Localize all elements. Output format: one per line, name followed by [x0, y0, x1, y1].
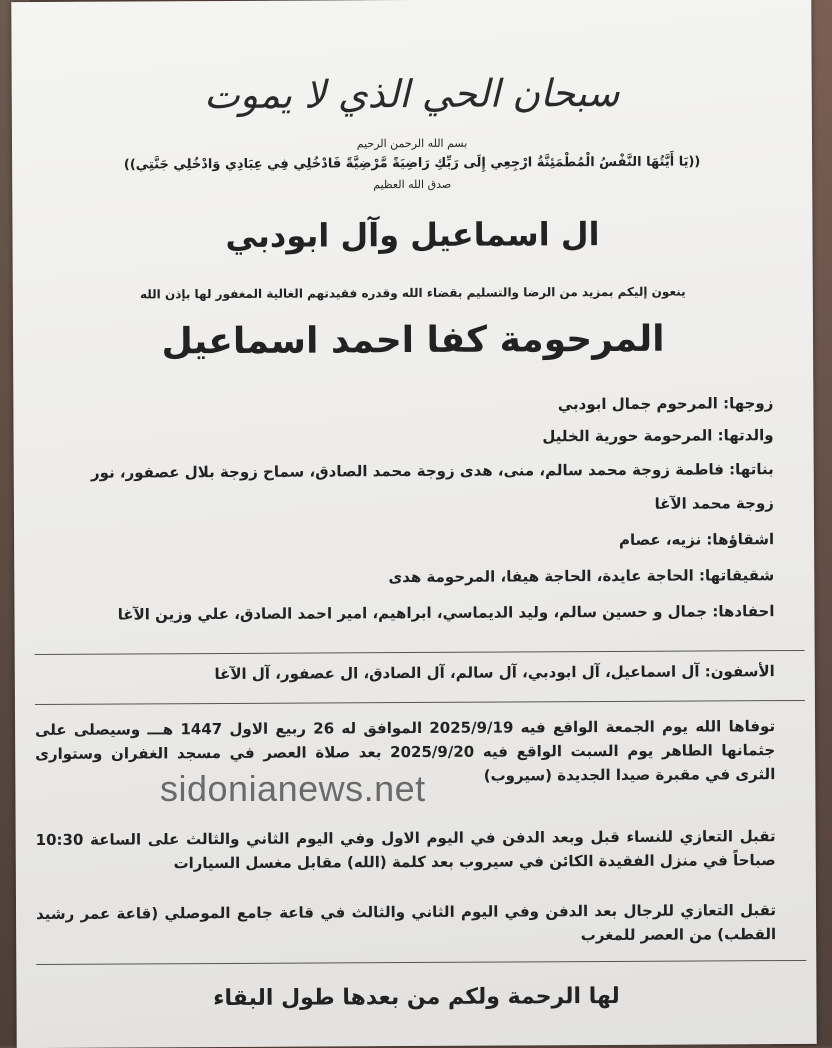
divider — [36, 960, 806, 965]
men-condolences-paragraph: تقبل التعازي للرجال بعد الدفن وفي اليوم الثاني والثالث في قاعة جامع الموصلي (قاعة عمر رشيد القطب) من العصر للمغرب — [35, 901, 777, 945]
mourners-line: الأسفون: آل اسماعيل، آل ابودبي، آل سالم، آل الصادق، ال عصفور، آل الآغا — [214, 662, 775, 684]
header-calligraphy: سبحان الحي الذي لا يموت — [203, 70, 620, 118]
bismillah: بسم الله الرحمن الرحيم — [356, 136, 468, 151]
grandchildren-line: احفادها: جمال و حسين سالم، وليد الديماسي، ابراهيم، امير احمد الصادق، علي وزين الآغا — [117, 602, 775, 624]
divider — [35, 650, 805, 655]
families-title: ال اسماعيل وآل ابودبي — [225, 215, 600, 255]
mother-line: والدتها: المرحومة حورية الخليل — [542, 426, 774, 446]
obituary-paper — [11, 0, 816, 1048]
women-condolences-paragraph: تقبل التعازي للنساء قبل وبعد الدفن في اليوم الاول وفي اليوم الثاني والثالث على الساعة 10:30 صباحاً في منزل الفقيدة الكائن في سيروب بعد كلمة (الله) مقابل مغسل السيارات — [35, 827, 776, 873]
brothers-line: اشقاؤها: نزيه، عصام — [618, 530, 775, 549]
watermark: sidonianews.net — [160, 768, 426, 809]
quran-verse: ((يَا أَيَّتُهَا النَّفْسُ الْمُطْمَئِنَّةُ ارْجِعِي إِلَى رَبِّكِ رَاضِيَةً مَّرْضِيَّةً فَادْخُلِي فِي عِبَادِي وَادْخُلِي جَنَّتِي)) — [123, 154, 701, 173]
husband-line: زوجها: المرحوم جمال ابودبي — [557, 394, 774, 414]
daughters-line: بناتها: فاطمة زوجة محمد سالم، منى، هدى زوجة محمد الصادق، سماح زوجة بلال عصفور، نور — [90, 460, 774, 482]
announcement: ينعون إليكم بمزيد من الرضا والتسليم بقضاء الله وقدره فقيدتهم الغالية المغفور لها بإذن الله — [139, 284, 686, 302]
divider — [35, 700, 805, 705]
deceased-name: المرحومة كفا احمد اسماعيل — [161, 318, 665, 363]
sisters-line: شقيقاتها: الحاجة عايدة، الحاجة هيفا، المرحومة هدى — [388, 566, 775, 587]
sadaq-line: صدق الله العظيم — [373, 177, 452, 192]
daughters-line-cont: زوجة محمد الآغا — [654, 494, 774, 513]
funeral-paragraph: توفاها الله يوم الجمعة الواقع فيه 2025/9/19 الموافق له 26 ربيع الاول 1447 هـــ وسيصلى على جثمانها الطاهر يوم السبت الواقع فيه 2025/9/20 بعد صلاة العصر في مسجد الغفران وستوارى الثرى في مقبرة صيدا الجديدة (سيروب) — [35, 717, 776, 785]
closing-line: لها الرحمة ولكم من بعدها طول البقاء — [213, 983, 620, 1012]
